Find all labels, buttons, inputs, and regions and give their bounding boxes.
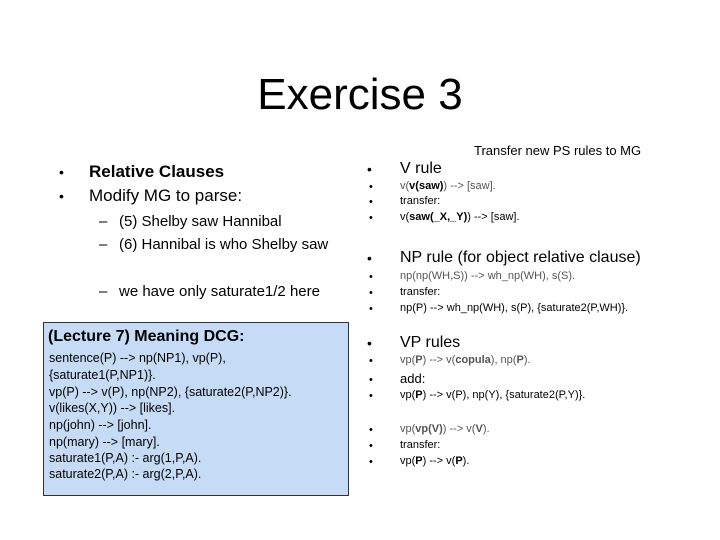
bullet-dot: •	[369, 196, 373, 208]
bullet-dot: •	[369, 303, 373, 315]
np-rule-transfer: transfer:	[400, 286, 441, 298]
example-6: (6) Hannibal is who Shelby saw	[119, 236, 329, 253]
dcg-line: {saturate1(P,NP1)}.	[49, 368, 156, 382]
bullet-modify-mg: Modify MG to parse:	[89, 186, 243, 205]
dcg-line: np(john) --> [john].	[49, 418, 152, 432]
sub-dash: –	[99, 283, 108, 300]
bullet-dot: •	[369, 287, 373, 299]
bullet-dot: •	[369, 440, 373, 452]
bullet-dot: •	[59, 164, 64, 180]
vp-rule-transfer: transfer:	[400, 439, 441, 451]
bullet-dot: •	[369, 456, 373, 468]
vp-rule-line: vp(P) --> v(copula), np(P).	[400, 354, 531, 366]
v-rule-line: v(saw(_X,_Y)) --> [saw].	[400, 211, 520, 223]
slide-subtitle: Transfer new PS rules to MG	[474, 143, 642, 158]
dcg-line: np(mary) --> [mary].	[49, 435, 160, 449]
v-rule-heading: V rule	[400, 160, 442, 177]
bullet-dot: •	[369, 212, 373, 224]
slide-title: Exercise 3	[257, 70, 463, 119]
vp-rule-line: vp(P) --> v(P), np(Y), {saturate2(P,Y)}.	[400, 389, 586, 401]
v-rule-line: v(v(saw)) --> [saw].	[400, 180, 496, 192]
bullet-dot: •	[59, 188, 64, 204]
np-rule-heading: NP rule (for object relative clause)	[400, 249, 641, 266]
bullet-dot: •	[367, 161, 372, 177]
dcg-box-title: (Lecture 7) Meaning DCG:	[48, 328, 245, 345]
example-5: (5) Shelby saw Hannibal	[119, 213, 282, 230]
bullet-dot: •	[369, 390, 373, 402]
np-rule-line: np(np(WH,S)) --> wh_np(WH), s(S).	[400, 270, 576, 282]
v-rule-transfer: transfer:	[400, 195, 441, 207]
bullet-dot: •	[369, 181, 373, 193]
vp-rule-line: vp(vp(V)) --> v(V).	[400, 423, 490, 435]
sub-dash: –	[99, 236, 108, 253]
vp-rule-line: vp(P) --> v(P).	[400, 455, 470, 467]
dcg-line: v(likes(X,Y)) --> [likes].	[49, 401, 176, 415]
dcg-line: saturate2(P,A) :- arg(2,P,A).	[49, 467, 202, 481]
bullet-dot: •	[369, 424, 373, 436]
vp-rule-add: add:	[400, 371, 426, 386]
bullet-relative-clauses: Relative Clauses	[89, 162, 225, 181]
saturate-note: we have only saturate1/2 here	[119, 283, 320, 300]
bullet-dot: •	[369, 271, 373, 283]
dcg-line: sentence(P) --> np(NP1), vp(P),	[49, 351, 226, 365]
dcg-line: saturate1(P,A) :- arg(1,P,A).	[49, 451, 202, 465]
bullet-dot: •	[369, 374, 373, 386]
dcg-line: vp(P) --> v(P), np(NP2), {saturate2(P,NP2)}.	[49, 385, 292, 399]
sub-dash: –	[99, 213, 108, 230]
bullet-dot: •	[367, 250, 372, 266]
vp-rules-heading: VP rules	[400, 334, 461, 351]
np-rule-line: np(P) --> wh_np(WH), s(P), {saturate2(P,WH)}.	[400, 302, 629, 314]
bullet-dot: •	[367, 335, 372, 351]
bullet-dot: •	[369, 355, 373, 367]
